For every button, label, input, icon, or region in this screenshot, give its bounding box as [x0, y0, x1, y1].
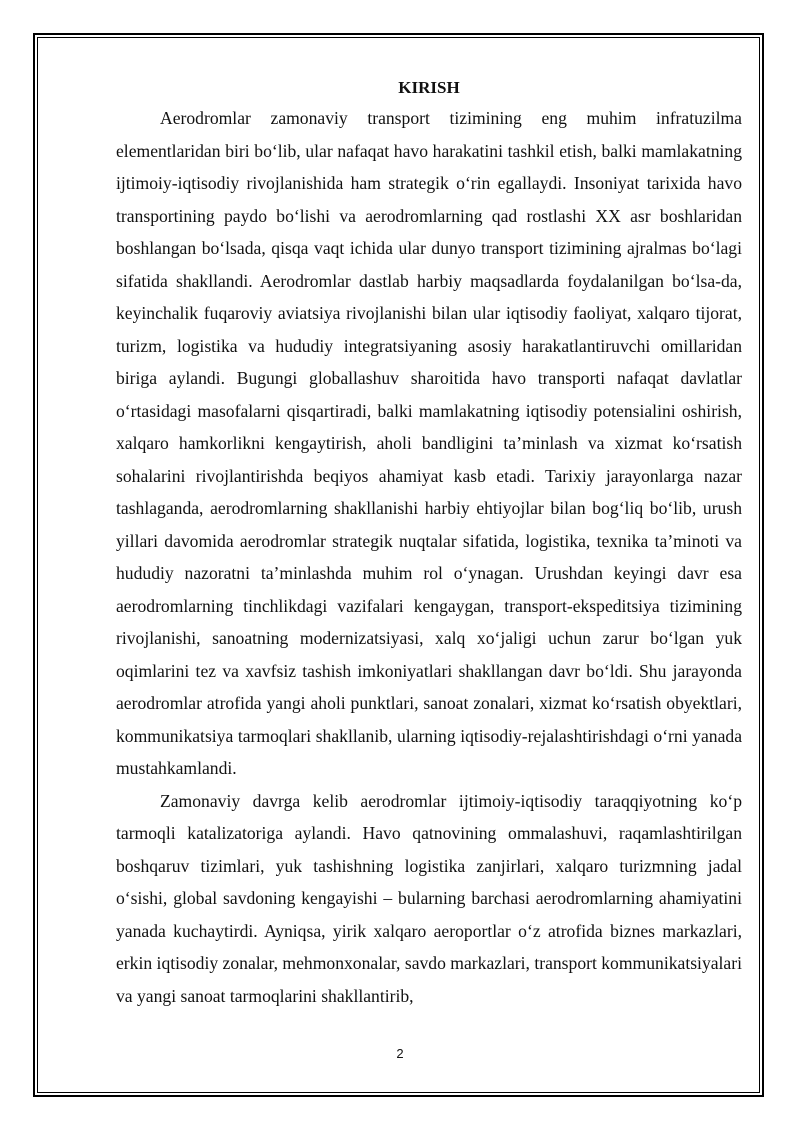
page-number: 2: [396, 1046, 404, 1061]
paragraph: Aerodromlar zamonaviy transport tizimining eng muhim infratuzilma elementlaridan biri bo‘lib, ular nafaqat havo harakatini tashkil etish, balki mamlakatning ijtimoiy-iqtisodiy rivojlanishida ham strategik o‘rin egallaydi. Insoniyat tarixida havo transportining paydo bo‘lishi va aerodromlarning qad rostlashi XX asr boshlaridan boshlangan bo‘lsada, qisqa vaqt ichida ular dunyo transport tizimining ajralmas bo‘lagi sifatida shakllandi. Aerodromlar dastlab harbiy maqsadlarda foydalanilgan bo‘lsa-da, keyinchalik fuqaroviy aviatsiya rivojlanishi bilan ular iqtisodiy faoliyat, xalqaro tijorat, turizm, logistika va hududiy integratsiyaning asosiy harakatlantiruvchi omillaridan biriga aylandi. Bugungi globallashuv sharoitida havo transporti nafaqat davlatlar o‘rtasidagi masofalarni qisqartiradi, balki mamlakatning iqtisodiy potensialini oshirish, xalqaro hamkorlikni kengaytirish, aholi bandligini ta’minlash va xizmat ko‘rsatish sohalarini rivojlantirishda beqiyos ahamiyat kasb etadi. Tarixiy jarayonlarga nazar tashlaganda, aerodromlarning shakllanishi harbiy ehtiyojlar bilan bog‘liq bo‘lib, urush yillari davomida aerodromlar strategik nuqtalar sifatida, logistika, texnika ta’minoti va hududiy nazoratni ta’minlashda muhim rol o‘ynagan. Urushdan keyingi davr esa aerodromlarning tinchlikdagi vazifalari kengaygan, transport-ekspeditsiya tizimining rivojlanishi, sanoatning modernizatsiyasi, xalq xo‘jaligi uchun zarur bo‘lgan yuk oqimlarini tez va xavfsiz tashish imkoniyatlari shakllangan davr bo‘ldi. Shu jarayonda aerodromlar atrofida yangi aholi punktlari, sanoat zonalari, xizmat ko‘rsatish obyektlari, kommunikatsiya tarmoqlari shakllanib, ularning iqtisodiy-rejalashtirishdagi o‘rni yanada mustahkamlandi.: [116, 108, 742, 778]
document-body: [116, 74, 742, 1012]
document-title: KIRISH: [398, 78, 460, 97]
paragraph: Zamonaviy davrga kelib aerodromlar ijtimoiy-iqtisodiy taraqqiyotning ko‘p tarmoqli katalizatoriga aylandi. Havo qatnovining ommalashuvi, raqamlashtirilgan boshqaruv tizimlari, yuk tashishning logistika zanjirlari, xalqaro turizmning jadal o‘sishi, global savdoning kengayishi – bularning barchasi aerodromlarning ahamiyatini yanada kuchaytirdi. Ayniqsa, yirik xalqaro aeroportlar o‘z atrofida biznes markazlari, erkin iqtisodiy zonalar, mehmonxonalar, savdo markazlari, transport kommunikatsiyalari va yangi sanoat tarmoqlarini shakllantirib,: [116, 790, 742, 1006]
